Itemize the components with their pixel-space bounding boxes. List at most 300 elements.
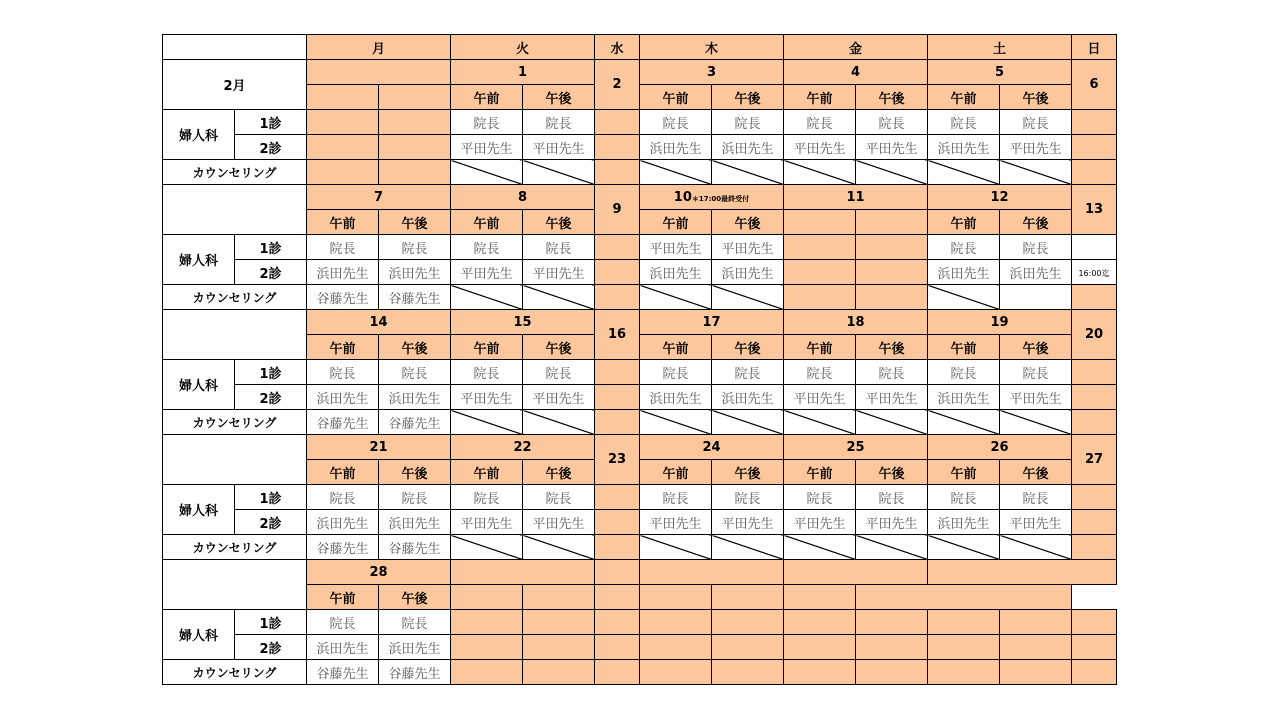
am-pm-row: [163, 335, 1117, 360]
month-label: 2月: [163, 60, 307, 110]
closed-cell: [595, 110, 640, 135]
doctor-cell: 院長: [1000, 110, 1072, 135]
closed-cell: [595, 410, 640, 435]
am-label: 午前: [928, 335, 1000, 360]
closed-cell: [712, 585, 784, 610]
closed-cell: [1072, 385, 1117, 410]
dept-label: 婦人科: [163, 610, 235, 660]
no-session-cell: [784, 160, 856, 185]
am-pm-row: [163, 585, 1117, 610]
doctor-cell: 院長: [856, 360, 928, 385]
closed-cell: [928, 610, 1000, 635]
schedule-sheet: [162, 34, 1117, 685]
counseling-row: [163, 285, 1117, 310]
closed-cell: [451, 560, 595, 585]
doctor-cell: 院長: [307, 485, 379, 510]
day-number: 1: [451, 60, 595, 85]
day-number: [640, 185, 784, 210]
doctor-cell: 院長: [523, 485, 595, 510]
doctor-cell: 浜田先生: [379, 260, 451, 285]
am-label: 午前: [928, 460, 1000, 485]
pm-label: 午後: [523, 460, 595, 485]
am-pm-row: [163, 460, 1117, 485]
closed-cell: [856, 635, 928, 660]
day-number: 25: [784, 435, 928, 460]
closed-cell: [1072, 135, 1117, 160]
pm-label: 午後: [1000, 210, 1072, 235]
doctor-cell: 浜田先生: [1000, 260, 1072, 285]
exam2-label: 2診: [235, 385, 307, 410]
exam2-row: [163, 385, 1117, 410]
exam1-label: 1診: [235, 485, 307, 510]
am-label: 午前: [307, 335, 379, 360]
doctor-cell: 院長: [1000, 485, 1072, 510]
doctor-cell: 院長: [928, 485, 1000, 510]
exam2-label: 2診: [235, 135, 307, 160]
am-label: 午前: [307, 460, 379, 485]
closed-cell: [595, 660, 640, 685]
pm-label: 午後: [523, 210, 595, 235]
closed-cell: [595, 260, 640, 285]
doctor-cell: 平田先生: [856, 510, 928, 535]
weekday-fri: 金: [784, 35, 928, 60]
open-cell: [1072, 235, 1117, 260]
pm-label: 午後: [856, 335, 928, 360]
closed-cell: [595, 610, 640, 635]
no-session-cell: [712, 285, 784, 310]
exam2-row: [163, 135, 1117, 160]
exam1-row: [163, 360, 1117, 385]
closed-cell: [1072, 160, 1117, 185]
closed-cell: [856, 260, 928, 285]
am-pm-row: [163, 210, 1117, 235]
doctor-cell: 院長: [451, 360, 523, 385]
doctor-cell: 谷藤先生: [307, 660, 379, 685]
closed-cell: [928, 635, 1000, 660]
pm-label: 午後: [1000, 85, 1072, 110]
pm-label: 午後: [712, 85, 784, 110]
doctor-cell: 浜田先生: [712, 135, 784, 160]
closed-cell: [595, 160, 640, 185]
exam1-label: 1診: [235, 360, 307, 385]
open-cell: [1000, 285, 1072, 310]
am-label: 午前: [784, 460, 856, 485]
sunday-hours-text: 16:00迄: [1078, 268, 1110, 278]
dept-label: 婦人科: [163, 360, 235, 410]
counseling-row: [163, 535, 1117, 560]
doctor-cell: 浜田先生: [379, 510, 451, 535]
closed-cell: [856, 285, 928, 310]
doctor-cell: 谷藤先生: [379, 535, 451, 560]
doctor-cell: 院長: [928, 360, 1000, 385]
closed-cell: [928, 660, 1000, 685]
pm-label: 午後: [856, 460, 928, 485]
am-label: 午前: [784, 335, 856, 360]
no-session-cell: [640, 410, 712, 435]
doctor-cell: 浜田先生: [379, 385, 451, 410]
closed-cell: [712, 660, 784, 685]
day-number: 12: [928, 185, 1072, 210]
no-session-cell: [523, 160, 595, 185]
closed-cell: [1072, 535, 1117, 560]
closed-cell: [856, 585, 1072, 610]
day-number: 23: [595, 435, 640, 485]
pm-label: 午後: [1000, 335, 1072, 360]
doctor-cell: 院長: [379, 235, 451, 260]
doctor-cell: 谷藤先生: [379, 410, 451, 435]
closed-cell: [640, 635, 712, 660]
sunday-hours-note: [1072, 260, 1117, 285]
closed-cell: [595, 385, 640, 410]
pm-label: 午後: [856, 85, 928, 110]
doctor-cell: 浜田先生: [307, 635, 379, 660]
week-date-row: [163, 60, 1117, 85]
closed-cell: [379, 85, 451, 110]
day-number: 18: [784, 310, 928, 335]
closed-cell: [784, 560, 928, 585]
day-number: 11: [784, 185, 928, 210]
no-session-cell: [712, 160, 784, 185]
doctor-cell: 院長: [1000, 235, 1072, 260]
am-label: 午前: [784, 85, 856, 110]
exam1-row: [163, 110, 1117, 135]
closed-cell: [595, 560, 640, 585]
no-session-cell: [1000, 410, 1072, 435]
doctor-cell: 平田先生: [856, 135, 928, 160]
closed-cell: [928, 560, 1117, 585]
doctor-cell: 院長: [1000, 360, 1072, 385]
closed-cell: [379, 110, 451, 135]
no-session-cell: [640, 285, 712, 310]
doctor-cell: 院長: [523, 360, 595, 385]
no-session-cell: [856, 535, 928, 560]
doctor-cell: 平田先生: [640, 235, 712, 260]
closed-cell: [1072, 110, 1117, 135]
doctor-cell: 院長: [307, 360, 379, 385]
closed-cell: [595, 485, 640, 510]
closed-cell: [595, 235, 640, 260]
weekday-sat: 土: [928, 35, 1072, 60]
doctor-cell: 院長: [640, 110, 712, 135]
counseling-row: [163, 660, 1117, 685]
day-number: 19: [928, 310, 1072, 335]
day-number: 5: [928, 60, 1072, 85]
no-session-cell: [523, 535, 595, 560]
blank-label-cell: [163, 560, 307, 610]
no-session-cell: [856, 410, 928, 435]
doctor-cell: 平田先生: [1000, 135, 1072, 160]
doctor-cell: 院長: [712, 485, 784, 510]
closed-cell: [307, 110, 379, 135]
no-session-cell: [523, 285, 595, 310]
closed-cell: [640, 560, 784, 585]
corner-cell: [163, 35, 307, 60]
closed-cell: [1072, 660, 1117, 685]
closed-cell: [595, 285, 640, 310]
closed-cell: [784, 610, 856, 635]
doctor-cell: 浜田先生: [928, 385, 1000, 410]
doctor-cell: 浜田先生: [640, 135, 712, 160]
weekday-tue: 火: [451, 35, 595, 60]
day-number: 8: [451, 185, 595, 210]
doctor-cell: 院長: [640, 485, 712, 510]
am-label: 午前: [928, 210, 1000, 235]
day-number: 26: [928, 435, 1072, 460]
exam2-label: 2診: [235, 510, 307, 535]
no-session-cell: [1000, 160, 1072, 185]
closed-cell: [307, 135, 379, 160]
closed-cell: [784, 585, 856, 610]
doctor-cell: 浜田先生: [928, 510, 1000, 535]
day-number: 16: [595, 310, 640, 360]
doctor-cell: 平田先生: [523, 510, 595, 535]
closed-cell: [451, 660, 523, 685]
dept-label: 婦人科: [163, 485, 235, 535]
week-date-row: [163, 310, 1117, 335]
closed-cell: [640, 610, 712, 635]
doctor-cell: 院長: [307, 610, 379, 635]
week-date-row: [163, 560, 1117, 585]
closed-cell: [595, 360, 640, 385]
day-number: 14: [307, 310, 451, 335]
doctor-cell: 院長: [928, 235, 1000, 260]
closed-cell: [523, 635, 595, 660]
doctor-cell: 院長: [928, 110, 1000, 135]
closed-cell: [784, 210, 856, 235]
am-label: 午前: [451, 210, 523, 235]
no-session-cell: [523, 410, 595, 435]
closed-cell: [307, 160, 379, 185]
no-session-cell: [928, 535, 1000, 560]
doctor-cell: 平田先生: [712, 510, 784, 535]
closed-cell: [595, 635, 640, 660]
no-session-cell: [451, 410, 523, 435]
weekday-mon: 月: [307, 35, 451, 60]
doctor-cell: 浜田先生: [640, 260, 712, 285]
closed-cell: [1072, 410, 1117, 435]
doctor-cell: 平田先生: [523, 260, 595, 285]
doctor-cell: 平田先生: [784, 385, 856, 410]
doctor-cell: 平田先生: [1000, 510, 1072, 535]
doctor-cell: 院長: [784, 485, 856, 510]
closed-cell: [784, 260, 856, 285]
exam2-row: [163, 510, 1117, 535]
doctor-cell: 院長: [640, 360, 712, 385]
doctor-cell: 院長: [379, 360, 451, 385]
closed-cell: [784, 285, 856, 310]
day-number: 24: [640, 435, 784, 460]
day-number: 2: [595, 60, 640, 110]
closed-cell: [595, 135, 640, 160]
closed-cell: [307, 60, 451, 85]
closed-cell: [451, 635, 523, 660]
no-session-cell: [928, 285, 1000, 310]
doctor-cell: 平田先生: [523, 385, 595, 410]
weekday-header-row: [163, 35, 1117, 60]
exam2-row: [163, 635, 1117, 660]
closed-cell: [1000, 635, 1072, 660]
closed-cell: [1000, 660, 1072, 685]
day-number: 9: [595, 185, 640, 235]
weekday-wed: 水: [595, 35, 640, 60]
exam2-label: 2診: [235, 260, 307, 285]
closed-cell: [1072, 610, 1117, 635]
doctor-cell: 院長: [451, 485, 523, 510]
doctor-cell: 院長: [712, 360, 784, 385]
blank-label-cell: [163, 185, 307, 235]
doctor-cell: 院長: [523, 110, 595, 135]
closed-cell: [856, 610, 928, 635]
closed-cell: [451, 585, 523, 610]
am-label: 午前: [640, 460, 712, 485]
pm-label: 午後: [712, 460, 784, 485]
no-session-cell: [712, 410, 784, 435]
pm-label: 午後: [379, 585, 451, 610]
counseling-label: カウンセリング: [163, 410, 307, 435]
closed-cell: [712, 610, 784, 635]
day-number: 7: [307, 185, 451, 210]
closed-cell: [451, 610, 523, 635]
no-session-cell: [640, 535, 712, 560]
doctor-cell: 浜田先生: [307, 385, 379, 410]
blank-label-cell: [163, 310, 307, 360]
doctor-cell: 谷藤先生: [307, 535, 379, 560]
dept-label: 婦人科: [163, 235, 235, 285]
day-number: 28: [307, 560, 451, 585]
doctor-cell: 谷藤先生: [379, 660, 451, 685]
doctor-cell: 院長: [451, 235, 523, 260]
day-number: 6: [1072, 60, 1117, 110]
closed-cell: [856, 235, 928, 260]
closed-cell: [784, 235, 856, 260]
doctor-cell: 谷藤先生: [307, 285, 379, 310]
exam1-label: 1診: [235, 235, 307, 260]
pm-label: 午後: [712, 210, 784, 235]
doctor-cell: 平田先生: [451, 260, 523, 285]
closed-cell: [712, 635, 784, 660]
doctor-cell: 院長: [307, 235, 379, 260]
exam1-label: 1診: [235, 610, 307, 635]
closed-cell: [784, 635, 856, 660]
doctor-cell: 谷藤先生: [379, 285, 451, 310]
no-session-cell: [451, 535, 523, 560]
day-number-text: 10: [673, 189, 692, 205]
closed-cell: [856, 660, 928, 685]
no-session-cell: [712, 535, 784, 560]
exam1-label: 1診: [235, 110, 307, 135]
day-number: 13: [1072, 185, 1117, 235]
am-label: 午前: [307, 210, 379, 235]
closed-cell: [595, 535, 640, 560]
no-session-cell: [928, 160, 1000, 185]
no-session-cell: [451, 285, 523, 310]
counseling-label: カウンセリング: [163, 660, 307, 685]
no-session-cell: [640, 160, 712, 185]
doctor-cell: 浜田先生: [712, 260, 784, 285]
closed-cell: [856, 210, 928, 235]
doctor-cell: 谷藤先生: [307, 410, 379, 435]
am-label: 午前: [928, 85, 1000, 110]
day-number: 15: [451, 310, 595, 335]
no-session-cell: [784, 410, 856, 435]
doctor-cell: 平田先生: [451, 510, 523, 535]
closed-cell: [1072, 285, 1117, 310]
doctor-cell: 院長: [451, 110, 523, 135]
closed-cell: [523, 660, 595, 685]
doctor-cell: 院長: [379, 610, 451, 635]
doctor-cell: 浜田先生: [928, 260, 1000, 285]
closed-cell: [1072, 485, 1117, 510]
closed-cell: [595, 585, 640, 610]
day-number: 3: [640, 60, 784, 85]
exam1-row: [163, 485, 1117, 510]
counseling-row: [163, 410, 1117, 435]
no-session-cell: [856, 160, 928, 185]
closed-cell: [523, 585, 595, 610]
am-label: 午前: [640, 85, 712, 110]
closed-cell: [595, 510, 640, 535]
counseling-label: カウンセリング: [163, 160, 307, 185]
doctor-cell: 浜田先生: [640, 385, 712, 410]
no-session-cell: [784, 535, 856, 560]
counseling-row: [163, 160, 1117, 185]
doctor-cell: 平田先生: [451, 385, 523, 410]
pm-label: 午後: [379, 335, 451, 360]
doctor-cell: 浜田先生: [712, 385, 784, 410]
closed-cell: [640, 660, 712, 685]
pm-label: 午後: [523, 335, 595, 360]
closed-cell: [1072, 360, 1117, 385]
day-number: 27: [1072, 435, 1117, 485]
doctor-cell: 平田先生: [640, 510, 712, 535]
doctor-cell: 院長: [784, 360, 856, 385]
no-session-cell: [1000, 535, 1072, 560]
pm-label: 午後: [379, 460, 451, 485]
exam2-row: [163, 260, 1117, 285]
closed-cell: [640, 585, 712, 610]
doctor-cell: 院長: [856, 485, 928, 510]
am-label: 午前: [451, 460, 523, 485]
doctor-cell: 平田先生: [784, 510, 856, 535]
no-session-cell: [928, 410, 1000, 435]
closed-cell: [379, 135, 451, 160]
exam1-row: [163, 610, 1117, 635]
pm-label: 午後: [1000, 460, 1072, 485]
doctor-cell: 平田先生: [1000, 385, 1072, 410]
day-number: 21: [307, 435, 451, 460]
am-label: 午前: [451, 85, 523, 110]
doctor-cell: 院長: [784, 110, 856, 135]
counseling-label: カウンセリング: [163, 285, 307, 310]
last-reception-note: ＊17:00最終受付: [691, 194, 750, 203]
weekday-thu: 木: [640, 35, 784, 60]
doctor-cell: 平田先生: [712, 235, 784, 260]
pm-label: 午後: [523, 85, 595, 110]
doctor-cell: 院長: [379, 485, 451, 510]
closed-cell: [784, 660, 856, 685]
dept-label: 婦人科: [163, 110, 235, 160]
day-number: 20: [1072, 310, 1117, 360]
day-number: 4: [784, 60, 928, 85]
doctor-cell: 平田先生: [784, 135, 856, 160]
doctor-cell: 院長: [523, 235, 595, 260]
day-number: 22: [451, 435, 595, 460]
blank-label-cell: [163, 435, 307, 485]
closed-cell: [1072, 635, 1117, 660]
am-label: 午前: [640, 335, 712, 360]
doctor-cell: 院長: [856, 110, 928, 135]
closed-cell: [1000, 610, 1072, 635]
